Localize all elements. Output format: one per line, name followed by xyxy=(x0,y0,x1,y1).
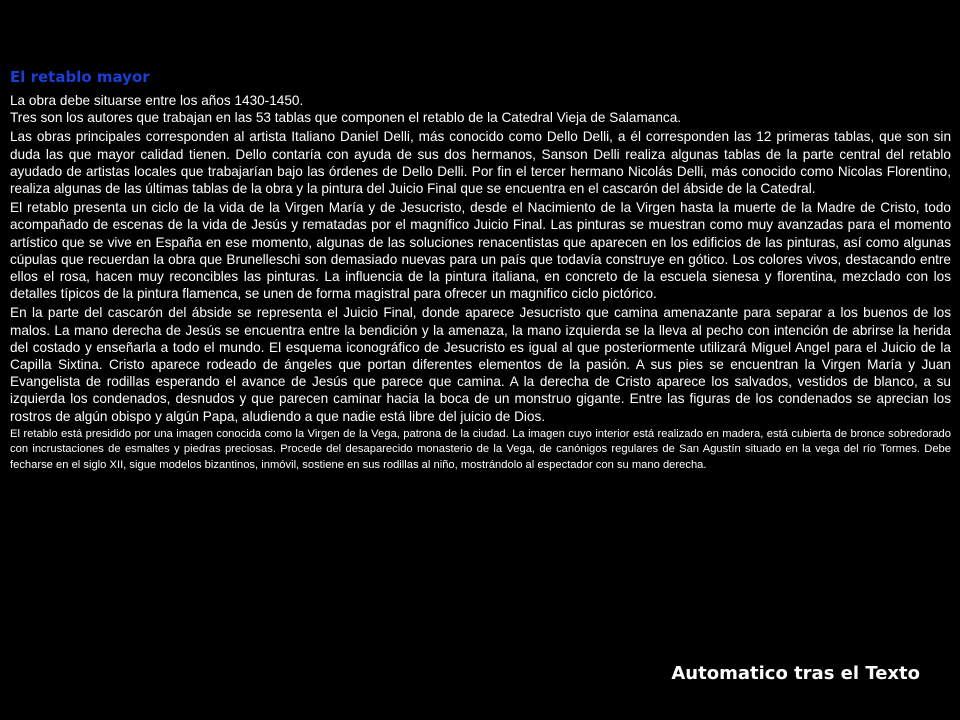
paragraph-delli-brothers: Las obras principales corresponden al artista Italiano Daniel Delli, más conocido como Dello Delli, a él corresponden las 12 primeras tablas, que son sin duda las que mayor calidad tienen. Dello contaría con ayuda de sus dos hermanos, Sanson Delli realiza algunas tablas de la parte central del retablo ayudado de artistas locales que trabajarían bajo las órdenes de Dello Delli. Por fin el tercer hermano Nicolás Delli, más conocido como Nicolas Florentino, realiza algunas de las últimas tablas de la obra y la pintura del Juicio Final que se encuentra en el cascarón del ábside de la Catedral. xyxy=(10,129,951,197)
paragraph-dating: La obra debe situarse entre los años 1430-1450. xyxy=(10,93,304,108)
slide-body xyxy=(10,92,951,473)
paragraph-last-judgment: En la parte del cascarón del ábside se representa el Juicio Final, donde aparece Jesucristo que camina amenazante para separar a los buenos de los malos. La mano derecha de Jesús se encuentra entre la bendición y la amenaza, la mano izquierda se la lleva al pecho con intención de abrirse la herida del costado y enseñarla a todo el mundo. El esquema iconográfico de Jesucristo es igual al que posteriormente utilizará Miguel Angel para el Juicio de la Capilla Sixtina. Cristo aparece rodeado de ángeles que portan diferentes elementos de la pasión. A sus pies se encuentran la Virgen María y Juan Evangelista de rodillas esperando el avance de Jesús que parece que camina. A la derecha de Cristo aparece los salvados, vestidos de blanco, a su izquierda los condenados, desnudos y que parecen caminar hacia la boca de un monstruo gigante. Entre las figuras de los condenados se aprecian los rostros de algún obispo y algún Papa, aludiendo a que nadie está libre del juicio de Dios. xyxy=(10,305,951,424)
paragraph-cycle: El retablo presenta un ciclo de la vida de la Virgen María y de Jesucristo, desde el Nacimiento de la Virgen hasta la muerte de la Madre de Cristo, todo acompañado de escenas de la vida de Jesús y rematadas por el magnífico Juicio Final. Las pinturas se muestran como muy avanzadas para el momento artístico que se vive en España en ese momento, algunas de las soluciones renacentistas que aparecen en los edificios de las pinturas, así como algunas cúpulas que recuerdan la obra que Brunelleschi son demasiado nuevas para un país que todavía construye en gótico. Los colores vivos, destacando entre ellos el rosa, hacen muy reconcibles las pinturas. La influencia de la pintura italiana, en concreto de la escuela sienesa y florentina, mezclado con los detalles típicos de la pintura flamenca, se unen de forma magistral para ofrecer un magnifico ciclo pictórico. xyxy=(10,200,951,302)
auto-advance-note: Automatico tras el Texto xyxy=(671,663,920,684)
slide-title: El retablo mayor xyxy=(10,68,150,86)
paragraph-authors: Tres son los autores que trabajan en las 53 tablas que componen el retablo de la Catedral Vieja de Salamanca. xyxy=(10,110,682,126)
paragraph-virgen-de-la-vega: El retablo está presidido por una imagen conocida como la Virgen de la Vega, patrona de la ciudad. La imagen cuyo interior está realizado en madera, está cubierta de bronce sobredorado con incrustaciones de esmaltes y piedras preciosas. Procede del desaparecido monasterio de la Vega, de canónigos regulares de San Agustín situado en la vega del río Tormes. Debe fecharse en el siglo XII, sigue modelos bizantinos, inmóvil, sostiene en sus rodillas al niño, mostrándolo al espectador con su mano derecha. xyxy=(10,427,951,471)
